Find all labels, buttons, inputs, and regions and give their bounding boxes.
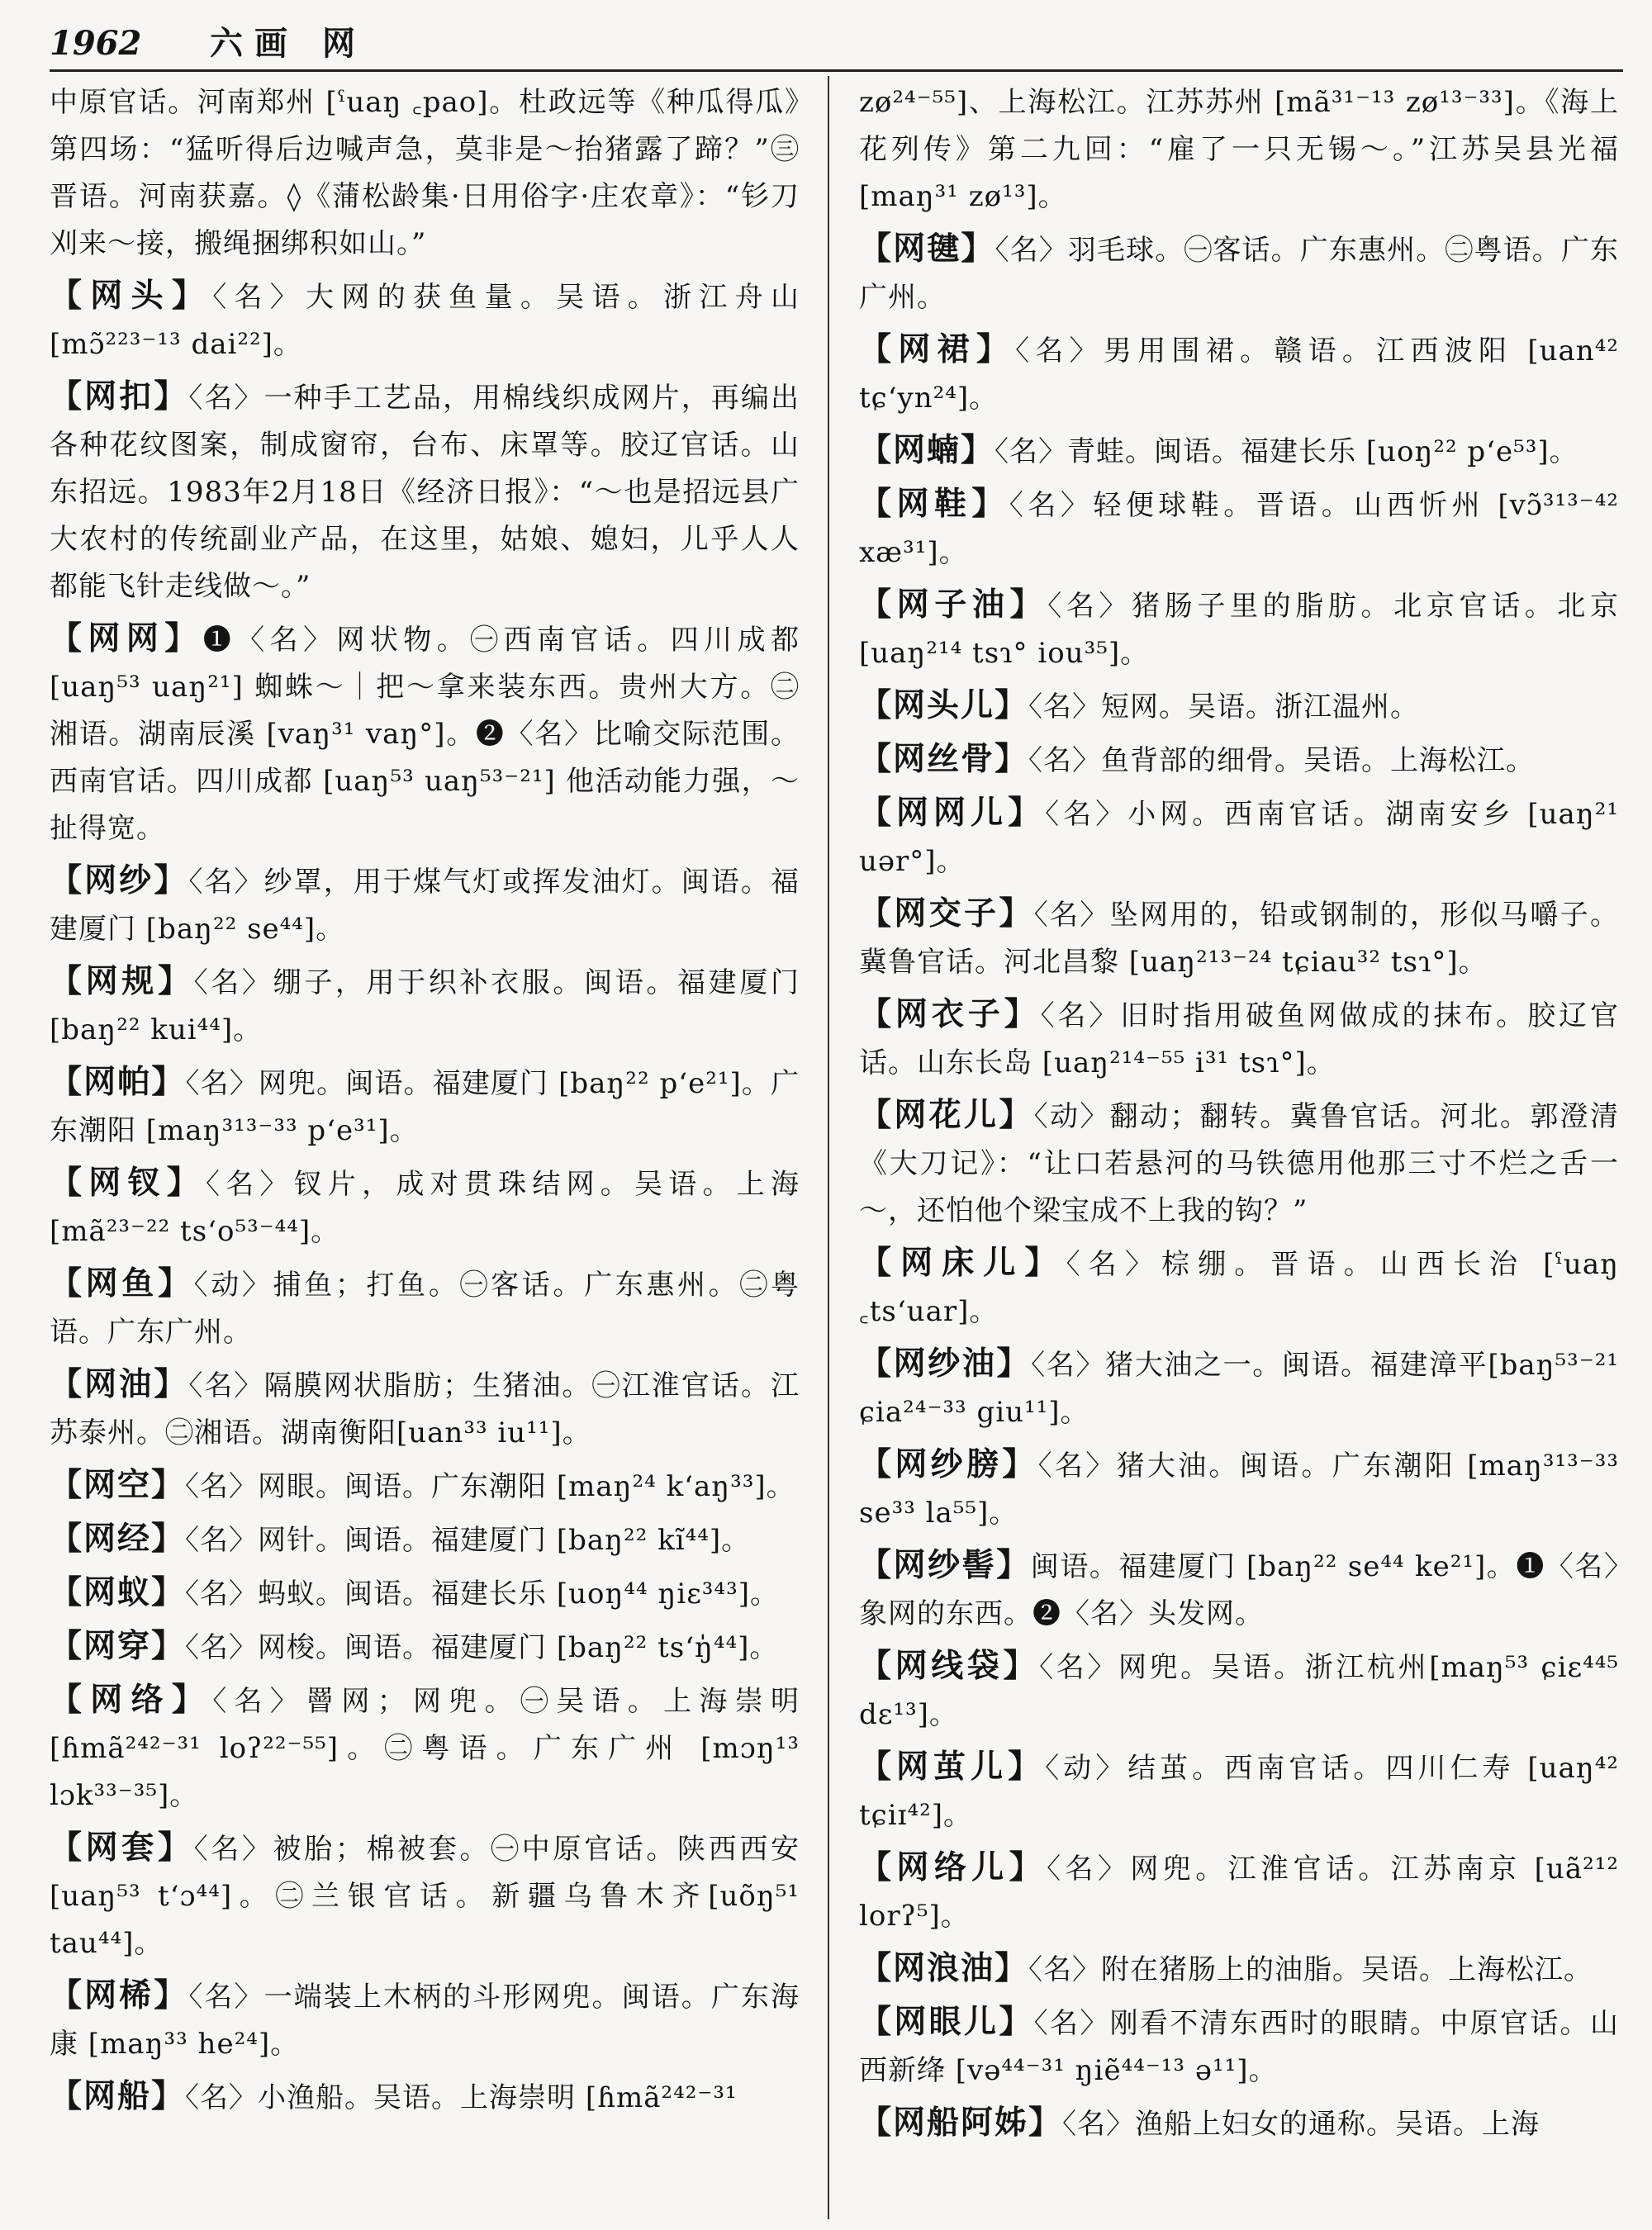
headword: 【网油】 [50, 1365, 189, 1403]
entry-text: 〈名〉网针。闽语。福建厦门 [baŋ²² kĩ⁴⁴]。 [185, 1524, 751, 1557]
dictionary-entry [50, 1623, 800, 1672]
headword: 【网纱髻】 [859, 1546, 1031, 1584]
dictionary-entry [859, 890, 1619, 986]
headword: 【网茧儿】 [859, 1748, 1046, 1786]
dictionary-entry [859, 1945, 1619, 1994]
entry-text: 〈名〉短网。吴语。浙江温州。 [1028, 690, 1420, 724]
entry-text: 〈名〉网梭。闽语。福建厦门 [baŋ²² ts‘ŋ̍⁴⁴]。 [185, 1631, 779, 1664]
dictionary-entry [859, 1240, 1619, 1336]
headword: 【网穿】 [50, 1627, 186, 1665]
dictionary-entry [50, 1516, 800, 1564]
entry-text: 〈名〉网兜。吴语。浙江杭州[maŋ⁵³ ɕiɛ⁴⁴⁵ dɛ¹³]。 [859, 1651, 1619, 1731]
headword: 【网船阿姊】 [859, 2104, 1063, 2142]
dictionary-entry [859, 1999, 1619, 2095]
dictionary-entry [50, 615, 800, 852]
headword: 【网头】 [50, 277, 213, 315]
entry-continuation [50, 79, 800, 268]
dictionary-entry [50, 857, 800, 953]
headword: 【网床儿】 [859, 1244, 1066, 1282]
entry-text: 〈名〉一端装上木柄的斗形网兜。闽语。广东海康 [maŋ³³ he²⁴]。 [50, 1981, 800, 2061]
headword: 【网规】 [50, 962, 194, 1000]
headword: 【网花儿】 [859, 1096, 1034, 1134]
entry-text: 〈名〉刚看不清东西时的眼睛。中原官话。山西新绛 [və⁴⁴⁻³¹ ŋiẽ⁴⁴⁻¹³ ə¹¹]。 [859, 2007, 1619, 2087]
left-column [50, 79, 800, 2223]
entry-text: 〈名〉网兜。闽语。福建厦门 [baŋ²² p‘e²¹]。广东潮阳 [maŋ³¹³⁻³³ p‘e³¹]。 [50, 1067, 800, 1147]
entry-text: 〈名〉一种手工艺品，用棉线织成网片，再编出各种花纹图案，制成窗帘，台布、床罩等。胶辽官话。山东招远。1983年2月18日《经济日报》：“～也是招远县广大农村的传统副业产品，在这里，姑娘、媳妇，儿乎人人都能飞针走线做～。” [50, 382, 800, 603]
dictionary-entry [859, 1340, 1619, 1436]
entry-text: 〈名〉小渔船。吴语。上海崇明 [ɦmã²⁴²⁻³¹ [185, 2081, 738, 2114]
dictionary-entry [859, 427, 1619, 476]
dictionary-entry [859, 736, 1619, 785]
column-divider [828, 76, 829, 2219]
headword: 【网交子】 [859, 894, 1034, 932]
dictionary-entry [859, 1542, 1619, 1638]
dictionary-entry [50, 1677, 800, 1820]
headword: 【网套】 [50, 1829, 194, 1867]
entry-text: 〈名〉轻便球鞋。晋语。山西忻州 [vɔ̃³¹³⁻⁴² xæ³¹]。 [859, 489, 1619, 569]
entry-text: 〈名〉被胎；棉被套。㊀中原官话。陕西西安 [uaŋ⁵³ t‘ɔ⁴⁴]。㊁兰银官话。新疆乌鲁木齐[uõŋ⁵¹ tau⁴⁴]。 [50, 1833, 800, 1960]
headword: 【网桸】 [50, 1976, 189, 2014]
entry-text: 〈名〉钗片，成对贯珠结网。吴语。上海 [mã²³⁻²² ts‘o⁵³⁻⁴⁴]。 [50, 1168, 800, 1248]
dictionary-entry [50, 1462, 800, 1511]
header-rule [50, 69, 1623, 72]
dictionary-entry [50, 2073, 800, 2122]
entry-text: 〈动〉结茧。西南官话。四川仁寿 [uaŋ⁴² tɕiɪ⁴²]。 [859, 1752, 1619, 1832]
dictionary-entry [859, 1643, 1619, 1739]
headword: 【网蝻】 [859, 431, 995, 469]
dictionary-entry [859, 991, 1619, 1087]
headword: 【网扣】 [50, 377, 189, 415]
dictionary-entry [859, 225, 1619, 321]
entry-text: 闽语。福建厦门 [baŋ²² se⁴⁴ ke²¹]。❶〈名〉象网的东西。❷〈名〉头发网。 [859, 1550, 1619, 1630]
entry-text: 〈名〉纱罩，用于煤气灯或挥发油灯。闽语。福建厦门 [baŋ²² se⁴⁴]。 [50, 866, 800, 946]
headword: 【网纱膀】 [859, 1445, 1038, 1483]
headword: 【网网儿】 [859, 794, 1046, 832]
dictionary-entry [50, 373, 800, 610]
entry-text: 〈名〉网兜。江淮官话。江苏南京 [uã²¹² lorʔ⁵]。 [859, 1853, 1619, 1933]
headword: 【网帕】 [50, 1063, 186, 1101]
entry-text: zø²⁴⁻⁵⁵]、上海松江。江苏苏州 [mã³¹⁻¹³ zø¹³⁻³³]。《海上花列传》第二九回：“雇了一只无锡～。”江苏吴县光福 [maŋ³¹ zø¹³]。 [859, 86, 1619, 213]
entry-text: 〈名〉男用围裙。赣语。江西波阳 [uan⁴² tɕ‘yn²⁴]。 [859, 334, 1619, 415]
entry-text: 〈名〉鱼背部的细骨。吴语。上海松江。 [1028, 744, 1536, 777]
entry-text: 〈动〉翻动；翻转。冀鲁官话。河北。郭澄清《大刀记》：“让口若悬河的马铁德用他那三寸不烂之舌一～，还怕他个梁宝成不上我的钩？” [859, 1100, 1619, 1227]
entry-text: 〈名〉羽毛球。㊀客话。广东惠州。㊁粤语。广东广州。 [859, 234, 1619, 314]
entry-text: 〈名〉绷子，用于织补衣服。闽语。福建厦门 [baŋ²² kui⁴⁴]。 [50, 966, 800, 1046]
dictionary-entry [50, 1059, 800, 1155]
entry-text: ❶〈名〉网状物。㊀西南官话。四川成都 [uaŋ⁵³ uaŋ²¹] 蜘蛛～｜把～拿来装东西。贵州大方。㊁湘语。湖南辰溪 [vaŋ³¹ vaŋ°]。❷〈名〉比喻交际范围。西南官话。四川成都 [uaŋ⁵³ uaŋ⁵³⁻²¹] 他活动能力强，～扯得宽。 [50, 624, 800, 845]
headword: 【网浪油】 [859, 1949, 1029, 1987]
dictionary-entry [859, 682, 1619, 731]
dictionary-entry [50, 1260, 800, 1356]
dictionary-entry [859, 2100, 1619, 2148]
headword: 【网裙】 [859, 330, 1016, 368]
dictionary-entry [50, 1972, 800, 2068]
entry-text: 〈名〉网眼。闽语。广东潮阳 [maŋ²⁴ k‘aŋ³³]。 [185, 1470, 795, 1503]
dictionary-entry [50, 1361, 800, 1457]
dictionary-entry [859, 581, 1619, 677]
right-column [859, 79, 1619, 2223]
headword: 【网空】 [50, 1466, 186, 1504]
entry-text: 〈名〉大网的获鱼量。吴语。浙江舟山 [mɔ̃²²³⁻¹³ dai²²]。 [50, 281, 800, 361]
entry-continuation [859, 79, 1619, 221]
headword: 【网纱】 [50, 861, 189, 899]
dictionary-entry [859, 1441, 1619, 1537]
dictionary-entry [50, 958, 800, 1054]
headword: 【网蚁】 [50, 1573, 186, 1611]
dictionary-entry [859, 1744, 1619, 1839]
page-header [50, 23, 1619, 64]
headword: 【网络儿】 [859, 1848, 1047, 1886]
entry-text: 〈名〉附在猪肠上的油脂。吴语。上海松江。 [1028, 1953, 1593, 1986]
entry-text: 〈名〉坠网用的，铅或钢制的，形似马嚼子。冀鲁官话。河北昌黎 [uaŋ²¹³⁻²⁴ tɕiau³² tsɿ°]。 [859, 899, 1619, 979]
entry-text: 〈名〉罾网；网兜。㊀吴语。上海崇明 [ɦmã²⁴²⁻³¹ loʔ²²⁻⁵⁵]。㊁粤语。广东广州 [mɔŋ¹³ lɔk³³⁻³⁵]。 [50, 1685, 800, 1812]
entry-text: 〈名〉小网。西南官话。湖南安乡 [uaŋ²¹ uər°]。 [859, 798, 1619, 878]
entry-text: 〈名〉渔船上妇女的通称。吴语。上海 [1062, 2108, 1540, 2141]
headword: 【网网】 [50, 619, 203, 657]
entry-text: 〈名〉蚂蚁。闽语。福建长乐 [uoŋ⁴⁴ ŋiɛ³⁴³]。 [185, 1578, 779, 1611]
headword: 【网经】 [50, 1520, 186, 1558]
dictionary-entry [50, 273, 800, 368]
dictionary-entry [50, 1569, 800, 1618]
headword: 【网鱼】 [50, 1264, 194, 1302]
running-title: 六画 网 [210, 24, 367, 63]
headword: 【网毽】 [859, 230, 995, 268]
dictionary-entry [50, 1160, 800, 1255]
dictionary-entry [859, 1092, 1619, 1235]
entry-text: 〈名〉猪肠子里的脂肪。北京官话。北京 [uaŋ²¹⁴ tsɿ° iou³⁵]。 [859, 590, 1619, 670]
entry-text: 〈名〉隔膜网状脂肪；生猪油。㊀江淮官话。江苏泰州。㊁湘语。湖南衡阳[uan³³ iu¹¹]。 [50, 1369, 800, 1450]
headword: 【网纱油】 [859, 1345, 1032, 1383]
page-number: 1962 [50, 24, 142, 63]
headword: 【网钗】 [50, 1164, 206, 1202]
headword: 【网衣子】 [859, 995, 1041, 1033]
headword: 【网线袋】 [859, 1647, 1040, 1685]
entry-text: 〈名〉猪大油之一。闽语。福建漳平[baŋ⁵³⁻²¹ ɕia²⁴⁻³³ giu¹¹]。 [859, 1349, 1619, 1429]
entry-text: 〈名〉旧时指用破鱼网做成的抹布。胶辽官话。山东长岛 [uaŋ²¹⁴⁻⁵⁵ i³¹ tsɿ°]。 [859, 999, 1619, 1079]
dictionary-entry [859, 481, 1619, 576]
dictionary-entry [859, 790, 1619, 885]
entry-text: 〈名〉棕绷。晋语。山西长治 [ˤuaŋ ꜀ts‘uar]。 [859, 1248, 1619, 1328]
dictionary-entry [859, 1844, 1619, 1940]
dictionary-entry [859, 326, 1619, 422]
entry-text: 〈名〉青蛙。闽语。福建长乐 [uoŋ²² p‘e⁵³]。 [995, 435, 1578, 468]
entry-text: 〈动〉捕鱼；打鱼。㊀客话。广东惠州。㊁粤语。广东广州。 [50, 1269, 800, 1349]
headword: 【网船】 [50, 2077, 186, 2115]
entry-text: 〈名〉猪大油。闽语。广东潮阳 [maŋ³¹³⁻³³ se³³ la⁵⁵]。 [859, 1450, 1619, 1530]
headword: 【网丝骨】 [859, 740, 1029, 778]
headword: 【网头儿】 [859, 686, 1029, 724]
headword: 【网络】 [50, 1681, 213, 1719]
headword: 【网眼儿】 [859, 2003, 1034, 2041]
headword: 【网子油】 [859, 586, 1048, 624]
headword: 【网鞋】 [859, 485, 1009, 523]
entry-text: 中原官话。河南郑州 [ˤuaŋ ꜀pao]。杜政远等《种瓜得瓜》第四场：“猛听得后边喊声急，莫非是～抬猪露了蹄？”㊂晋语。河南获嘉。◊《蒲松龄集·日用俗字·庄农章》：“钐刀刈来～接，搬绳捆绑积如山。” [50, 86, 800, 260]
dictionary-entry [50, 1824, 800, 1967]
